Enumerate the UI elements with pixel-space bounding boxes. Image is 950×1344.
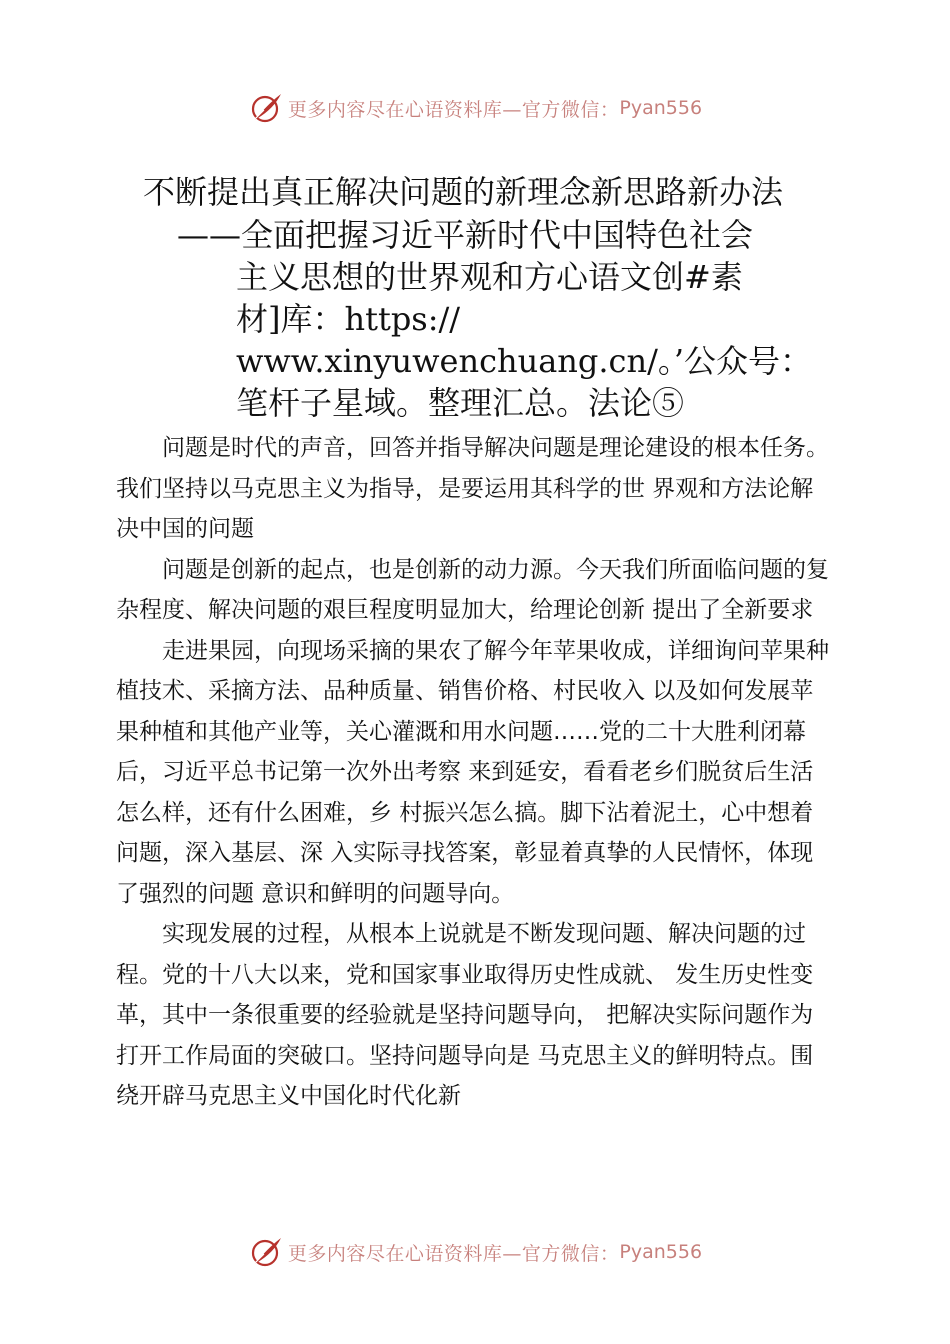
title-line-2: ——全面把握习近平新时代中国特色社会 <box>177 216 754 254</box>
body-text <box>116 428 836 1117</box>
footer-banner <box>0 1232 950 1272</box>
banner-handle: Pyan556 <box>619 97 703 119</box>
title-line-1: 不断提出真正解决问题的新理念新思路新办法 <box>143 173 784 211</box>
banner-text: 更多内容尽在心语资料库—官方微信： <box>287 98 620 121</box>
header-banner <box>0 88 950 128</box>
banner-handle: Pyan556 <box>619 1241 703 1263</box>
banner-text: 更多内容尽在心语资料库—官方微信： <box>287 1242 620 1265</box>
feather-pen-logo-icon <box>248 90 284 126</box>
title-block <box>236 256 812 424</box>
title-line-3: 主义思想的世界观和方心语文创#素 <box>236 258 743 296</box>
title-line-5: www.xinyuwenchuang.cn/。’公众号： <box>236 342 813 380</box>
title-line-6: 笔杆子星域。整理汇总。法论⑤ <box>236 384 685 422</box>
paragraph-1: 问题是时代的声音，回答并指导解决问题是理论建设的根本任务。我们坚持以马克思主义为指导，是要运用其科学的世 界观和方法论解决中国的问题 <box>116 435 829 542</box>
paragraph-2: 问题是创新的起点，也是创新的动力源。今天我们所面临问题的复杂程度、解决问题的艰巨程度明显加大，给理论创新 提出了全新要求 <box>116 556 829 623</box>
paragraph-3: 走进果园，向现场采摘的果农了解今年苹果收成，详细询问苹果种植技术、采摘方法、品种质量、销售价格、村民收入 以及如何发展苹果种植和其他产业等，关心灌溉和用水问题……党的二十大胜利闭幕后，习近平总书记第一次外出考察 来到延安，看看老乡们脱贫后生活怎么样，还有什么困难，乡 村振兴怎么搞。脚下沾着泥土，心中想着问题，深入基层、深 入实际寻找答案，彰显着真挚的人民情怀，体现了强烈的问题 意识和鲜明的问题导向。 <box>116 637 829 907</box>
title-line-4: 材]库：https:// <box>236 300 461 338</box>
feather-pen-logo-icon <box>248 1234 284 1270</box>
paragraph-4: 实现发展的过程，从根本上说就是不断发现问题、解决问题的过程。党的十八大以来，党和国家事业取得历史性成就、 发生历史性变革，其中一条很重要的经验就是坚持问题导向， 把解决实际问题作为打开工作局面的突破口。坚持问题导向是 马克思主义的鲜明特点。围绕开辟马克思主义中国化时代化新 <box>116 921 814 1109</box>
